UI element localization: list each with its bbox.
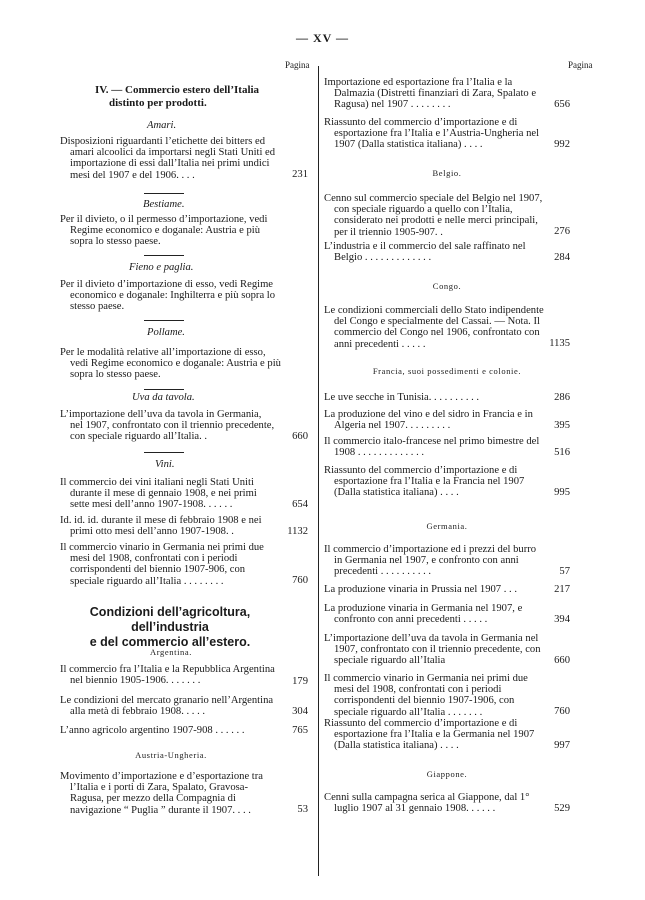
page-ref-vini-3: 760 <box>292 575 308 586</box>
page-ref-austria-1: 53 <box>297 804 308 815</box>
heading-fieno: Fieno e paglia. <box>129 262 194 273</box>
page-ref-germania-2: 217 <box>554 584 570 595</box>
column-divider <box>318 66 319 876</box>
page-ref-germania-3: 394 <box>554 614 570 625</box>
page-ref-germania-6: 997 <box>554 740 570 751</box>
page-ref-r-austria-1: 656 <box>554 99 570 110</box>
page-ref-argentina-2: 304 <box>292 706 308 717</box>
page-ref-francia-3: 516 <box>554 447 570 458</box>
entry-bestiame: Per il divieto, o il permesso d’importazione, vedi Regime economico e doganale: Austria e più sopra lo stesso paese. <box>60 214 268 248</box>
divider <box>144 193 184 194</box>
divider <box>144 255 184 256</box>
entry-germania-6: Riassunto del commercio d’importazione e di esportazione fra l’Italia e la Germania nel 1907 (Dalla statistica italiana) . . . . <box>324 718 535 752</box>
big-title-line-1: Condizioni dell’agricoltura, dell’industria <box>89 605 251 634</box>
entry-vini-3: Il commercio vinario in Germania nei primi due mesi del 1908, confrontati con i periodi corrispondenti del biennio 1907-906, con speciale riguardo all’Italia . . . . . . . . <box>60 542 264 587</box>
divider <box>144 389 184 390</box>
heading-pollame: Pollame. <box>147 327 185 338</box>
page-ref-giappone-1: 529 <box>554 803 570 814</box>
heading-germania: Germania. <box>426 521 468 531</box>
heading-belgio: Belgio. <box>432 168 462 178</box>
entry-vini-1: Il commercio dei vini italiani negli Stati Uniti durante il mese di gennaio 1908, e nei primi sette mesi dell’anno 1907-1908. . . . . . <box>60 477 257 511</box>
divider <box>144 320 184 321</box>
entry-belgio-2: L’industria e il commercio del sale raffinato nel Belgio . . . . . . . . . . . . . <box>324 241 526 264</box>
entry-francia-4: Riassunto del commercio d’importazione e di esportazione fra l’Italia e la Francia nel 1907 (Dalla statistica italiana) . . . . <box>324 465 525 499</box>
entry-r-austria-2: Riassunto del commercio d’importazione e di esportazione fra l’Italia e l’Austria-Ungheria nel 1907 (Dalla statistica italiana) . . . . <box>324 117 540 151</box>
entry-francia-3: Il commercio italo-francese nel primo bimestre del 1908 . . . . . . . . . . . . . <box>324 436 540 459</box>
entry-argentina-1: Il commercio fra l’Italia e la Repubblica Argentina nel biennio 1905-1906. . . . . . . <box>60 664 275 687</box>
entry-pollame: Per le modalità relative all’importazione di esso, vedi Regime economico e doganale: Austria e più sopra lo stesso paese. <box>60 347 281 381</box>
heading-amari: Amari. <box>147 120 177 131</box>
entry-germania-3: La produzione vinaria in Germania nel 1907, e confronto con anni precedenti . . . . . <box>324 603 523 626</box>
section-title-line-1: IV. — Commercio estero dell’Italia <box>95 84 260 96</box>
page-number-roman: — XV — <box>295 31 350 45</box>
entry-uva: L’importazione dell’uva da tavola in Germania, nel 1907, confrontato con il triennio precedente, con speciale riguardo all’Italia. . <box>60 409 275 443</box>
heading-argentina: Argentina. <box>150 647 192 657</box>
page-ref-vini-1: 654 <box>292 499 308 510</box>
heading-congo: Congo. <box>432 281 462 291</box>
page-ref-r-austria-2: 992 <box>554 139 570 150</box>
page-ref-germania-1: 57 <box>559 566 570 577</box>
entry-congo-1: Le condizioni commerciali dello Stato indipendente del Congo e specialmente del Cassai. — Nota. Il commercio del Congo nel 1906, confrontato con anni precedenti . . . . . <box>324 305 544 350</box>
entry-belgio-1: Cenno sul commercio speciale del Belgio nel 1907, con speciale riguardo a quello con l’Italia, considerato nei prodotti e nelle merci principali, per il triennio 1905-907. . <box>324 193 543 238</box>
heading-bestiame: Bestiame. <box>143 199 185 210</box>
heading-austria: Austria-Ungheria. <box>135 750 207 760</box>
entry-amari: Disposizioni riguardanti l’etichette dei bitters ed amari alcoolici da importarsi negli Stati Uniti ed importazione di essi dall’Italia nei primi undici mesi del 1907 e del 1906. . . . <box>60 136 276 181</box>
page-ref-argentina-3: 765 <box>292 725 308 736</box>
page-ref-uva: 660 <box>292 431 308 442</box>
pagina-label-left: Pagina <box>285 60 310 70</box>
page-ref-belgio-2: 284 <box>554 252 570 263</box>
big-title-line-2: e del commercio all’estero. <box>89 635 251 649</box>
entry-argentina-2: Le condizioni del mercato granario nell’Argentina alla metà di febbraio 1908. . . . . <box>60 695 274 718</box>
page-ref-francia-1: 286 <box>554 392 570 403</box>
heading-vini: Vini. <box>155 459 175 470</box>
section-title-line-2: distinto per prodotti. <box>109 97 207 109</box>
entry-francia-1: Le uve secche in Tunisia. . . . . . . . . . <box>324 392 480 403</box>
entry-argentina-3: L’anno agricolo argentino 1907-908 . . . . . . <box>60 725 245 736</box>
page-ref-francia-2: 395 <box>554 420 570 431</box>
entry-germania-2: La produzione vinaria in Prussia nel 1907 . . . <box>324 584 517 595</box>
entry-giappone-1: Cenni sulla campagna serica al Giappone, dal 1° luglio 1907 al 31 gennaio 1908. . . . . . <box>324 792 530 815</box>
entry-vini-2: Id. id. id. durante il mese di febbraio 1908 e nei primi otto mesi dell’anno 1907-1908. . <box>60 515 262 538</box>
heading-giappone: Giappone. <box>426 769 468 779</box>
page-ref-belgio-1: 276 <box>554 226 570 237</box>
page-ref-vini-2: 1132 <box>287 526 308 537</box>
divider <box>144 452 184 453</box>
entry-germania-5: Il commercio vinario in Germania nei primi due mesi del 1908, confrontati con i periodi corrispondenti del biennio 1907-1906, con speciale riguardo all’Italia . . . . . . . <box>324 673 528 718</box>
entry-francia-2: La produzione del vino e del sidro in Francia e in Algeria nel 1907. . . . . . . . . <box>324 409 533 432</box>
page-ref-francia-4: 995 <box>554 487 570 498</box>
page-ref-germania-4: 660 <box>554 655 570 666</box>
pagina-label-right: Pagina <box>568 60 593 70</box>
page-ref-amari: 231 <box>292 169 308 180</box>
heading-francia: Francia, suoi possedimenti e colonie. <box>372 366 522 376</box>
entry-fieno: Per il divieto d’importazione di esso, vedi Regime economico e doganale: Inghilterra e più sopra lo stesso paese. <box>60 279 276 313</box>
heading-uva: Uva da tavola. <box>132 392 195 403</box>
page-ref-congo-1: 1135 <box>549 338 570 349</box>
page-ref-germania-5: 760 <box>554 706 570 717</box>
entry-germania-4: L’importazione dell’uva da tavola in Germania nel 1907, confrontato con il triennio precedente, con speciale riguardo all’Italia <box>324 633 541 667</box>
page-ref-argentina-1: 179 <box>292 676 308 687</box>
entry-r-austria-1: Importazione ed esportazione fra l’Italia e la Dalmazia (Distretti finanziari di Zara, Spalato e Ragusa) nel 1907 . . . . . . . . <box>324 77 537 111</box>
entry-germania-1: Il commercio d’importazione ed i prezzi del burro in Germania nel 1907, e confronto con anni precedenti . . . . . . . . . . <box>324 544 537 578</box>
entry-austria-1: Movimento d’importazione e d’esportazione tra l’Italia e i porti di Zara, Spalato, Gravosa-Ragusa, per mezzo della Compagnia di navigazione “ Puglia ” durante il 1907. . . . <box>60 771 263 816</box>
big-section-title <box>58 605 282 650</box>
